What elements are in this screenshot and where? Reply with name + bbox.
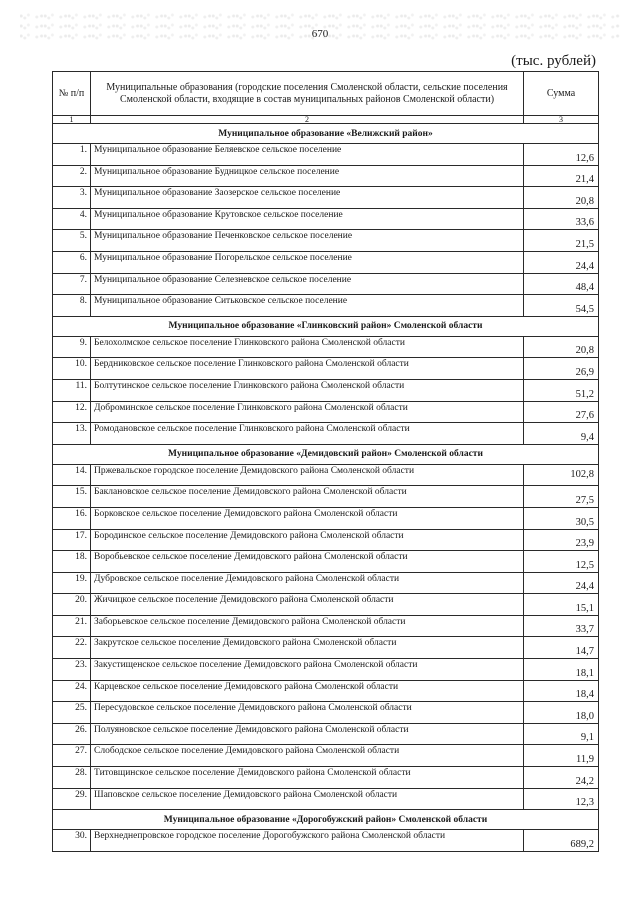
table-row bbox=[53, 572, 599, 594]
row-number: 6. bbox=[53, 251, 91, 273]
table-header-row bbox=[53, 72, 599, 116]
table-row bbox=[53, 702, 599, 724]
table-row bbox=[53, 230, 599, 252]
header-sum: Сумма bbox=[524, 72, 599, 116]
section-row bbox=[53, 316, 599, 336]
table-row bbox=[53, 507, 599, 529]
table-row bbox=[53, 336, 599, 358]
amount-value: 12,6 bbox=[524, 144, 599, 166]
municipality-name: Доброминское сельское поселение Глинковского района Смоленской области bbox=[91, 401, 524, 423]
municipality-name: Муниципальное образование Погорельское сельское поселение bbox=[91, 251, 524, 273]
section-title: Муниципальное образование «Дорогобужский район» Смоленской области bbox=[53, 810, 599, 830]
header-num: № п/п bbox=[53, 72, 91, 116]
row-number: 8. bbox=[53, 295, 91, 317]
amount-value: 27,5 bbox=[524, 486, 599, 508]
table-row bbox=[53, 486, 599, 508]
amount-value: 33,7 bbox=[524, 615, 599, 637]
amount-value: 24,4 bbox=[524, 251, 599, 273]
table-row bbox=[53, 637, 599, 659]
table-row bbox=[53, 401, 599, 423]
municipality-name: Ромодановское сельское поселение Глинковского района Смоленской области bbox=[91, 423, 524, 445]
municipality-name: Воробьевское сельское поселение Демидовского района Смоленской области bbox=[91, 551, 524, 573]
column-number: 3 bbox=[524, 116, 599, 124]
municipality-name: Бердниковское сельское поселение Глинковского района Смоленской области bbox=[91, 358, 524, 380]
municipality-name: Верхнеднепровское городское поселение Дорогобужского района Смоленской области bbox=[91, 830, 524, 852]
municipality-name: Полуяновское сельское поселение Демидовского района Смоленской области bbox=[91, 723, 524, 745]
row-number: 28. bbox=[53, 767, 91, 789]
table-row bbox=[53, 615, 599, 637]
municipality-name: Жичицкое сельское поселение Демидовского района Смоленской области bbox=[91, 594, 524, 616]
amount-value: 9,1 bbox=[524, 723, 599, 745]
amount-value: 18,4 bbox=[524, 680, 599, 702]
row-number: 21. bbox=[53, 615, 91, 637]
amount-value: 54,5 bbox=[524, 295, 599, 317]
table-row bbox=[53, 745, 599, 767]
amount-value: 26,9 bbox=[524, 358, 599, 380]
row-number: 10. bbox=[53, 358, 91, 380]
table-row bbox=[53, 529, 599, 551]
row-number: 2. bbox=[53, 165, 91, 187]
municipality-name: Титовщинское сельское поселение Демидовского района Смоленской области bbox=[91, 767, 524, 789]
row-number: 12. bbox=[53, 401, 91, 423]
municipality-name: Пржевальское городское поселение Демидовского района Смоленской области bbox=[91, 464, 524, 486]
municipality-name: Борковское сельское поселение Демидовского района Смоленской области bbox=[91, 507, 524, 529]
table-row bbox=[53, 273, 599, 295]
municipality-name: Заборьевское сельское поселение Демидовского района Смоленской области bbox=[91, 615, 524, 637]
municipality-name: Закрутское сельское поселение Демидовского района Смоленской области bbox=[91, 637, 524, 659]
amount-value: 21,5 bbox=[524, 230, 599, 252]
table-row bbox=[53, 208, 599, 230]
row-number: 24. bbox=[53, 680, 91, 702]
row-number: 14. bbox=[53, 464, 91, 486]
amount-value: 21,4 bbox=[524, 165, 599, 187]
row-number: 20. bbox=[53, 594, 91, 616]
municipality-name: Муниципальное образование Заозерское сельское поселение bbox=[91, 187, 524, 209]
municipality-name: Муниципальное образование Печенковское сельское поселение bbox=[91, 230, 524, 252]
municipality-name: Дубровское сельское поселение Демидовского района Смоленской области bbox=[91, 572, 524, 594]
amount-value: 12,5 bbox=[524, 551, 599, 573]
municipality-name: Муниципальное образование Крутовское сельское поселение bbox=[91, 208, 524, 230]
amount-value: 23,9 bbox=[524, 529, 599, 551]
row-number: 13. bbox=[53, 423, 91, 445]
amount-value: 20,8 bbox=[524, 187, 599, 209]
row-number: 1. bbox=[53, 144, 91, 166]
row-number: 5. bbox=[53, 230, 91, 252]
column-number-row bbox=[53, 116, 599, 124]
table-row bbox=[53, 187, 599, 209]
amount-value: 51,2 bbox=[524, 379, 599, 401]
section-title: Муниципальное образование «Глинковский район» Смоленской области bbox=[53, 316, 599, 336]
table-row bbox=[53, 680, 599, 702]
amount-value: 24,4 bbox=[524, 572, 599, 594]
amount-value: 20,8 bbox=[524, 336, 599, 358]
amount-value: 9,4 bbox=[524, 423, 599, 445]
municipality-name: Карцевское сельское поселение Демидовского района Смоленской области bbox=[91, 680, 524, 702]
amount-value: 12,3 bbox=[524, 788, 599, 810]
section-row bbox=[53, 444, 599, 464]
municipality-name: Болтутинское сельское поселение Глинковского района Смоленской области bbox=[91, 379, 524, 401]
row-number: 7. bbox=[53, 273, 91, 295]
table-row bbox=[53, 767, 599, 789]
section-title: Муниципальное образование «Велижский район» bbox=[53, 124, 599, 144]
amount-value: 24,2 bbox=[524, 767, 599, 789]
row-number: 29. bbox=[53, 788, 91, 810]
table-row bbox=[53, 723, 599, 745]
row-number: 18. bbox=[53, 551, 91, 573]
row-number: 15. bbox=[53, 486, 91, 508]
amount-value: 15,1 bbox=[524, 594, 599, 616]
allocation-table bbox=[52, 71, 599, 852]
municipality-name: Белохолмское сельское поселение Глинковского района Смоленской области bbox=[91, 336, 524, 358]
table-row bbox=[53, 358, 599, 380]
table-row bbox=[53, 788, 599, 810]
row-number: 17. bbox=[53, 529, 91, 551]
column-number: 2 bbox=[91, 116, 524, 124]
municipality-name: Муниципальное образование Будницкое сельское поселение bbox=[91, 165, 524, 187]
row-number: 22. bbox=[53, 637, 91, 659]
amount-value: 18,1 bbox=[524, 659, 599, 681]
municipality-name: Бородинское сельское поселение Демидовского района Смоленской области bbox=[91, 529, 524, 551]
amount-value: 18,0 bbox=[524, 702, 599, 724]
municipality-name: Слободское сельское поселение Демидовского района Смоленской области bbox=[91, 745, 524, 767]
amount-value: 33,6 bbox=[524, 208, 599, 230]
row-number: 30. bbox=[53, 830, 91, 852]
row-number: 9. bbox=[53, 336, 91, 358]
amount-value: 27,6 bbox=[524, 401, 599, 423]
amount-value: 11,9 bbox=[524, 745, 599, 767]
table-row bbox=[53, 464, 599, 486]
section-row bbox=[53, 124, 599, 144]
amount-value: 689,2 bbox=[524, 830, 599, 852]
row-number: 25. bbox=[53, 702, 91, 724]
table-row bbox=[53, 659, 599, 681]
row-number: 16. bbox=[53, 507, 91, 529]
amount-value: 30,5 bbox=[524, 507, 599, 529]
column-number: 1 bbox=[53, 116, 91, 124]
amount-value: 48,4 bbox=[524, 273, 599, 295]
page-number: 670 bbox=[311, 28, 329, 40]
municipality-name: Закустищенское сельское поселение Демидовского района Смоленской области bbox=[91, 659, 524, 681]
municipality-name: Баклановское сельское поселение Демидовского района Смоленской области bbox=[91, 486, 524, 508]
row-number: 23. bbox=[53, 659, 91, 681]
amount-value: 102,8 bbox=[524, 464, 599, 486]
municipality-name: Шаповское сельское поселение Демидовского района Смоленской области bbox=[91, 788, 524, 810]
table-row bbox=[53, 594, 599, 616]
table-row bbox=[53, 144, 599, 166]
table-body bbox=[53, 124, 599, 852]
table-row bbox=[53, 830, 599, 852]
section-row bbox=[53, 810, 599, 830]
table-row bbox=[53, 295, 599, 317]
row-number: 26. bbox=[53, 723, 91, 745]
row-number: 27. bbox=[53, 745, 91, 767]
header-name: Муниципальные образования (городские поселения Смоленской области, сельские поселения Смоленской области, входящие в состав муниципальных районов Смоленской области) bbox=[91, 72, 524, 116]
table-row bbox=[53, 551, 599, 573]
municipality-name: Муниципальное образование Селезневское сельское поселение bbox=[91, 273, 524, 295]
row-number: 4. bbox=[53, 208, 91, 230]
section-title: Муниципальное образование «Демидовский район» Смоленской области bbox=[53, 444, 599, 464]
table-row bbox=[53, 165, 599, 187]
row-number: 11. bbox=[53, 379, 91, 401]
table-row bbox=[53, 251, 599, 273]
amount-value: 14,7 bbox=[524, 637, 599, 659]
table-row bbox=[53, 379, 599, 401]
row-number: 19. bbox=[53, 572, 91, 594]
row-number: 3. bbox=[53, 187, 91, 209]
municipality-name: Муниципальное образование Ситьковское сельское поселение bbox=[91, 295, 524, 317]
municipality-name: Пересудовское сельское поселение Демидовского района Смоленской области bbox=[91, 702, 524, 724]
units-label: (тыс. рублей) bbox=[511, 53, 596, 69]
table-row bbox=[53, 423, 599, 445]
municipality-name: Муниципальное образование Беляевское сельское поселение bbox=[91, 144, 524, 166]
